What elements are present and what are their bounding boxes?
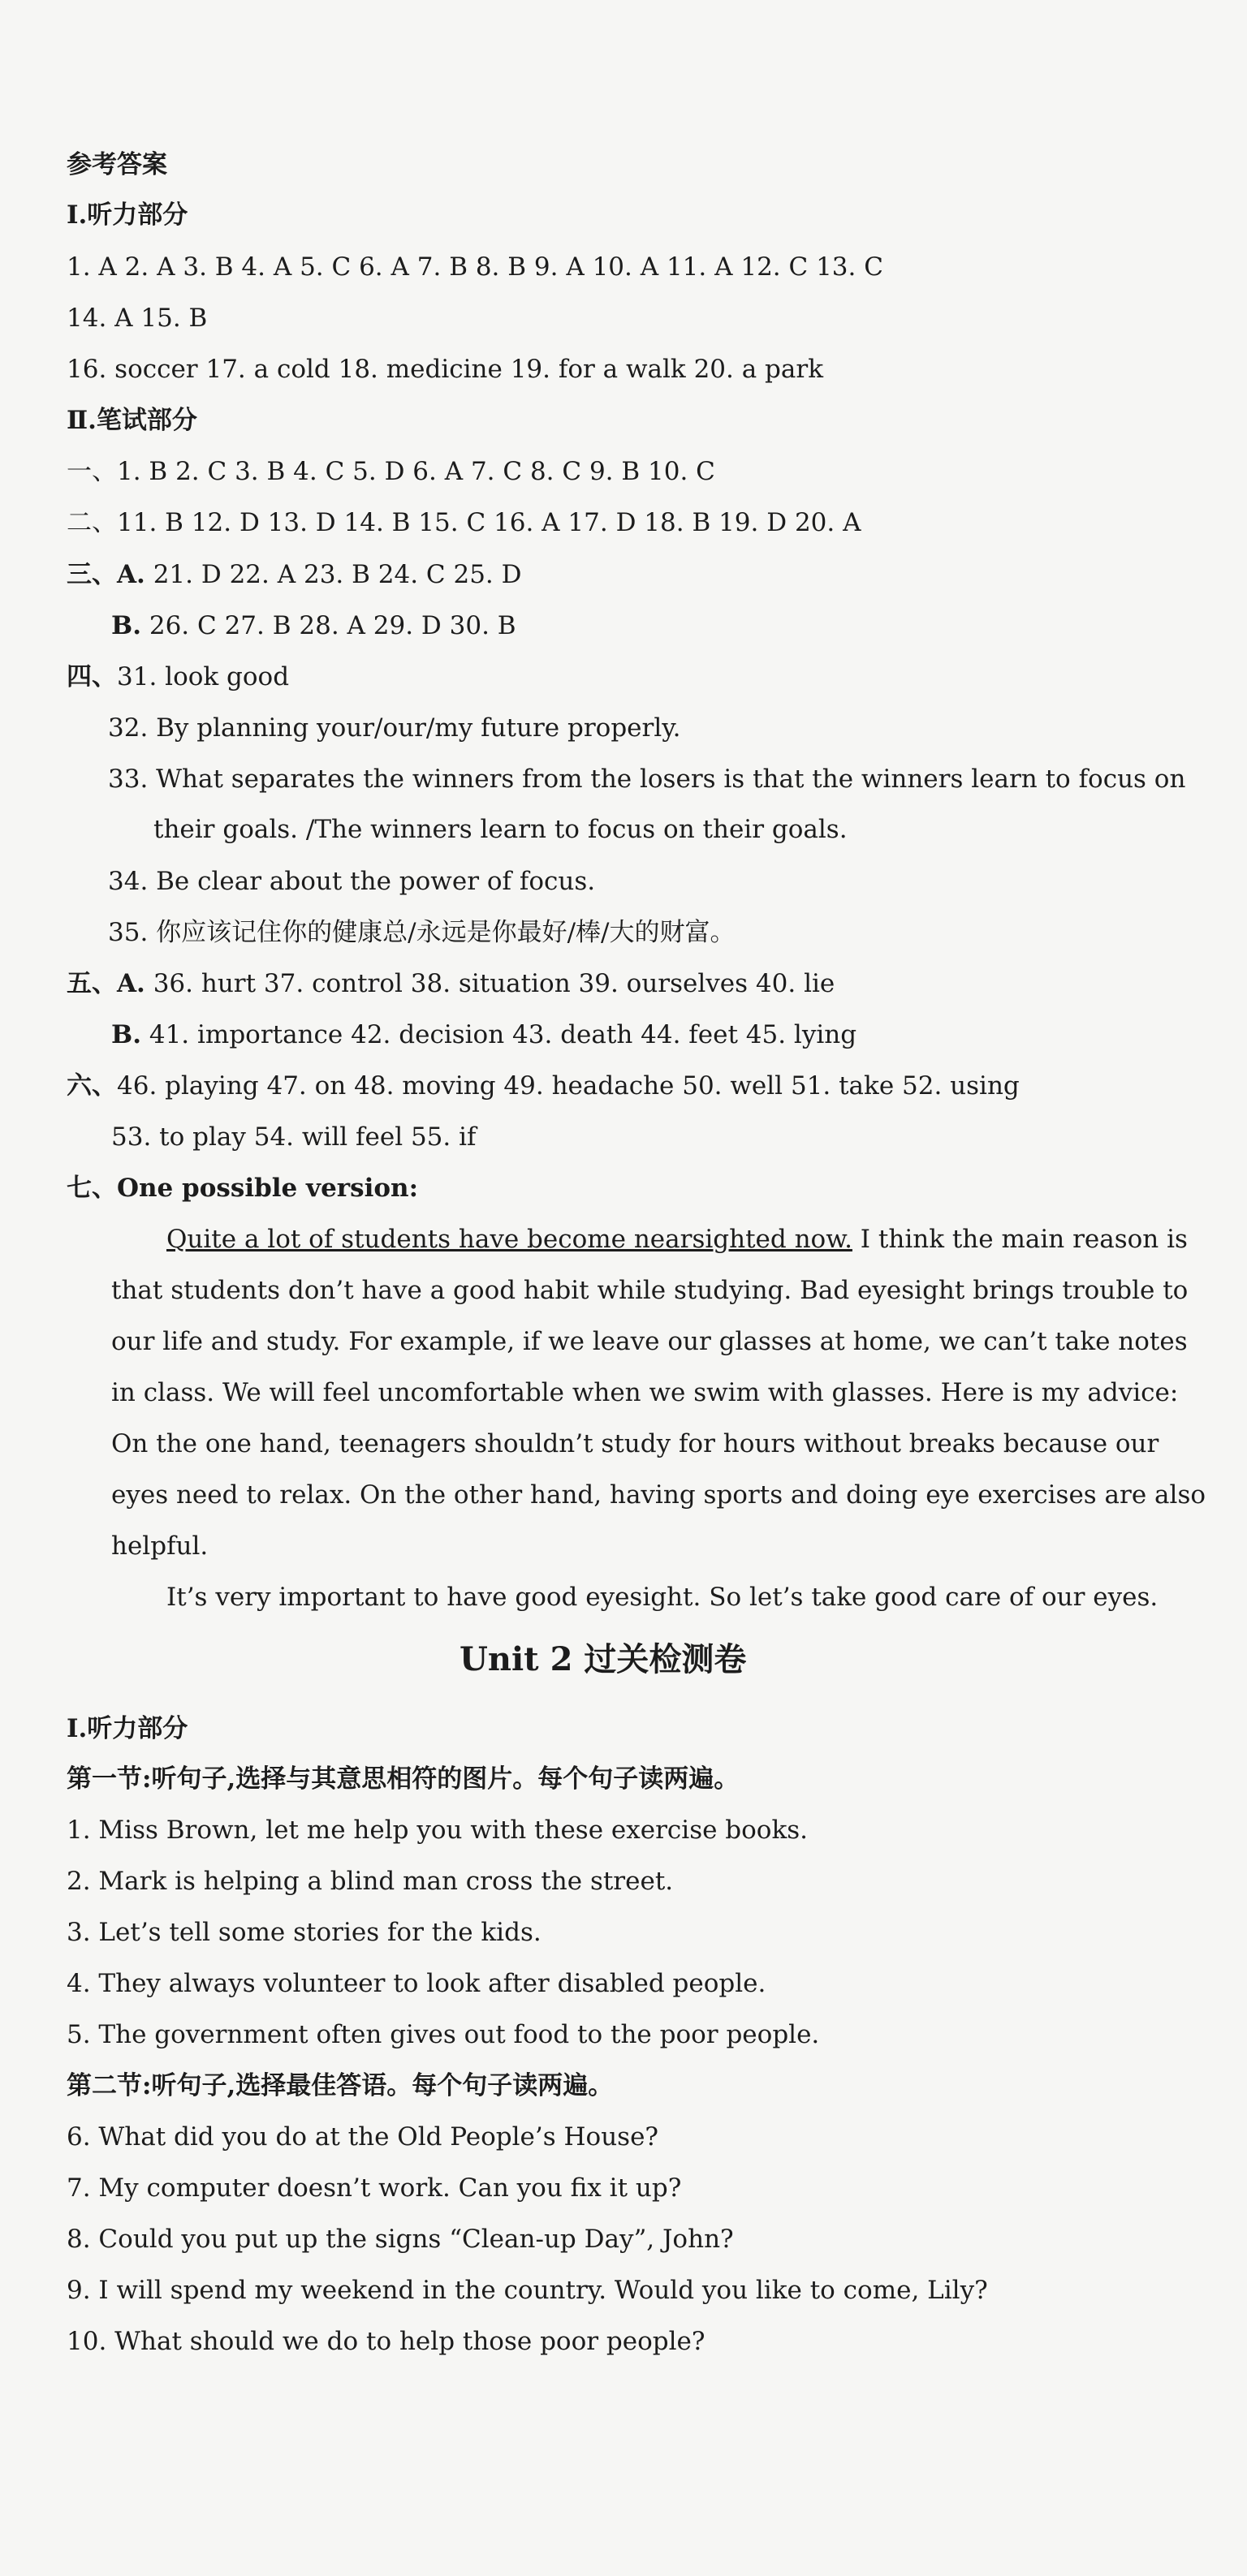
unit2-section-1-heading [67, 1763, 739, 1795]
section-3b-answers [111, 610, 516, 642]
section-6-answers [67, 1070, 1020, 1102]
section-4-item-35: 35. 你应该记住你的健康总/永远是你最好/棒/大的财富。 [108, 918, 736, 947]
question-item: 6. What did you do at the Old People’s House? [67, 2122, 659, 2152]
section-1-answers: 一、1. B 2. C 3. B 4. C 5. D 6. A 7. C 8. C 9. B 10. C [67, 457, 715, 486]
section-4-label: 四、 [67, 662, 117, 691]
listening-answers-row: 14. A 15. B [67, 304, 208, 333]
essay-line: our life and study. For example, if we leave our glasses at home, we can’t take notes [111, 1327, 1188, 1356]
section-3a-answers [67, 558, 522, 591]
section-4-item-33-cont: their goals. /The winners learn to focus on their goals. [153, 815, 848, 844]
question-item: 8. Could you put up the signs “Clean-up Day”, John? [67, 2225, 734, 2254]
question-item: 3. Let’s tell some stories for the kids. [67, 1918, 542, 1947]
section-4-item-34: 34. Be clear about the power of focus. [108, 867, 596, 896]
section-7-heading: 七、One possible version: [67, 1174, 419, 1203]
section-6-values: 46. playing 47. on 48. moving 49. headache 50. well 51. take 52. using [117, 1071, 1020, 1101]
question-item: 1. Miss Brown, let me help you with these exercise books. [67, 1816, 809, 1845]
section-2-answers: 二、11. B 12. D 13. D 14. B 15. C 16. A 17. D 18. B 19. D 20. A [67, 508, 861, 537]
listening-answers-row: 1. A 2. A 3. B 4. A 5. C 6. A 7. B 8. B 9. A 10. A 11. A 12. C 13. C [67, 252, 883, 282]
unit-2-title: Unit 2 过关检测卷 [460, 1640, 747, 1678]
question-item: 5. The government often gives out food to the poor people. [67, 2020, 820, 2049]
section-5a-values: 36. hurt 37. control 38. situation 39. ourselves 40. lie [145, 969, 835, 998]
section-5b-label: B. [111, 1020, 141, 1049]
essay-line: On the one hand, teenagers shouldn’t study for hours without breaks because our [111, 1429, 1159, 1458]
section-5b-answers [111, 1019, 857, 1051]
unit2-section-2-heading [67, 2070, 613, 2102]
essay-topic-sentence: Quite a lot of students have become nearsighted now. [166, 1225, 852, 1254]
essay-line-1-rest: I think the main reason is [852, 1225, 1188, 1254]
listening-heading: Ⅰ.听力部分 [67, 200, 188, 230]
essay-line: helpful. [111, 1531, 209, 1561]
section-5a-answers [67, 967, 835, 1000]
item-31-text: 31. look good [117, 662, 290, 691]
unit2-section-2-instructions: 第二节:听句子,选择最佳答语。每个句子读两遍。 [67, 2071, 614, 2100]
listening-answers-row: 16. soccer 17. a cold 18. medicine 19. for a walk 20. a park [67, 355, 823, 384]
section-3a-values: 21. D 22. A 23. B 24. C 25. D [145, 560, 522, 589]
section-5a-label: 五、A. [67, 969, 145, 998]
answers-title: 参考答案 [67, 150, 167, 179]
section-3b-values: 26. C 27. B 28. A 29. D 30. B [141, 611, 516, 640]
writing-heading: Ⅱ.笔试部分 [67, 406, 197, 435]
essay-line: in class. We will feel uncomfortable when we swim with glasses. Here is my advice: [111, 1378, 1179, 1407]
question-item: 2. Mark is helping a blind man cross the street. [67, 1867, 674, 1896]
section-6-label: 六、 [67, 1071, 117, 1101]
section-4-item-33: 33. What separates the winners from the losers is that the winners learn to focus on [108, 765, 1186, 794]
essay-line [166, 1223, 1188, 1256]
section-5b-values: 41. importance 42. decision 43. death 44. feet 45. lying [141, 1020, 857, 1049]
question-item: 10. What should we do to help those poor people? [67, 2327, 705, 2356]
essay-line: that students don’t have a good habit while studying. Bad eyesight brings trouble to [111, 1276, 1189, 1305]
section-3a-label: 三、A. [67, 560, 145, 589]
unit2-section-1-instructions: 第一节:听句子,选择与其意思相符的图片。每个句子读两遍。 [67, 1764, 740, 1794]
question-item: 7. My computer doesn’t work. Can you fix it up? [67, 2173, 682, 2203]
section-6-answers-cont: 53. to play 54. will feel 55. if [111, 1122, 477, 1152]
section-4-item-32: 32. By planning your/our/my future properly. [108, 713, 681, 743]
question-item: 4. They always volunteer to look after disabled people. [67, 1969, 766, 1998]
section-3b-label: B. [111, 611, 141, 640]
essay-closing: It’s very important to have good eyesight. So let’s take good care of our eyes. [166, 1583, 1159, 1612]
unit2-listening-heading: Ⅰ.听力部分 [67, 1714, 188, 1743]
essay-line: eyes need to relax. On the other hand, having sports and doing eye exercises are also [111, 1480, 1206, 1510]
section-4-item-31 [67, 661, 289, 693]
question-item: 9. I will spend my weekend in the country. Would you like to come, Lily? [67, 2276, 988, 2305]
